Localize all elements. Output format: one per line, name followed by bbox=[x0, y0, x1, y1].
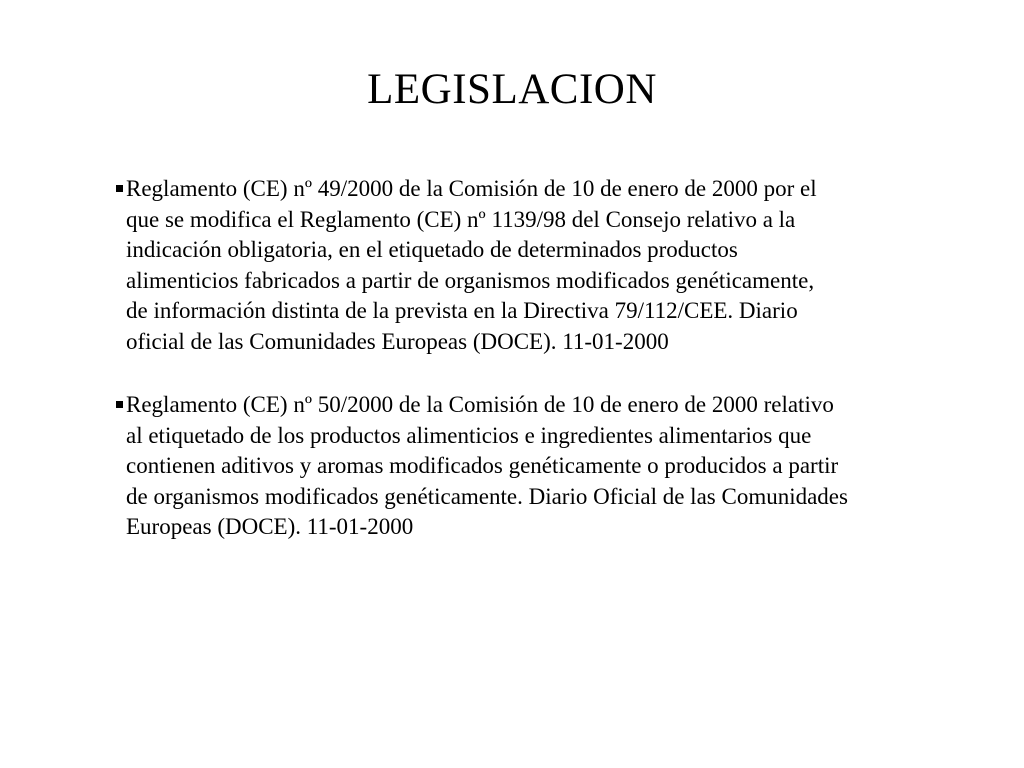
bullet-text-2: Reglamento (CE) nº 50/2000 de la Comisión de 10 de enero de 2000 relativo al etiquetado de los productos alimenticios e ingredientes alimentarios que contienen aditivos y aromas modificados genéticamente o producidos a partir de organismos modificados genéticamente. Diario Oficial de las Comunidades Europeas (DOCE). 11-01-2000 bbox=[126, 392, 848, 539]
bullet-text-1: Reglamento (CE) nº 49/2000 de la Comisión de 10 de enero de 2000 por el que se modifica el Reglamento (CE) nº 1139/98 del Consejo relativo a la indicación obligatoria, en el etiquetado de determinados productos alimenticios fabricados a partir de organismos modificados genéticamente, de información distinta de la prevista en la Directiva 79/112/CEE. Diario oficial de las Comunidades Europeas (DOCE). 11-01-2000 bbox=[126, 176, 817, 354]
square-bullet-icon bbox=[116, 185, 123, 192]
bullet-list bbox=[116, 174, 946, 576]
bullet-item-1 bbox=[116, 174, 946, 357]
bullet-item-2 bbox=[116, 390, 946, 543]
square-bullet-icon bbox=[116, 401, 123, 408]
slide-title: LEGISLACION bbox=[367, 66, 657, 113]
